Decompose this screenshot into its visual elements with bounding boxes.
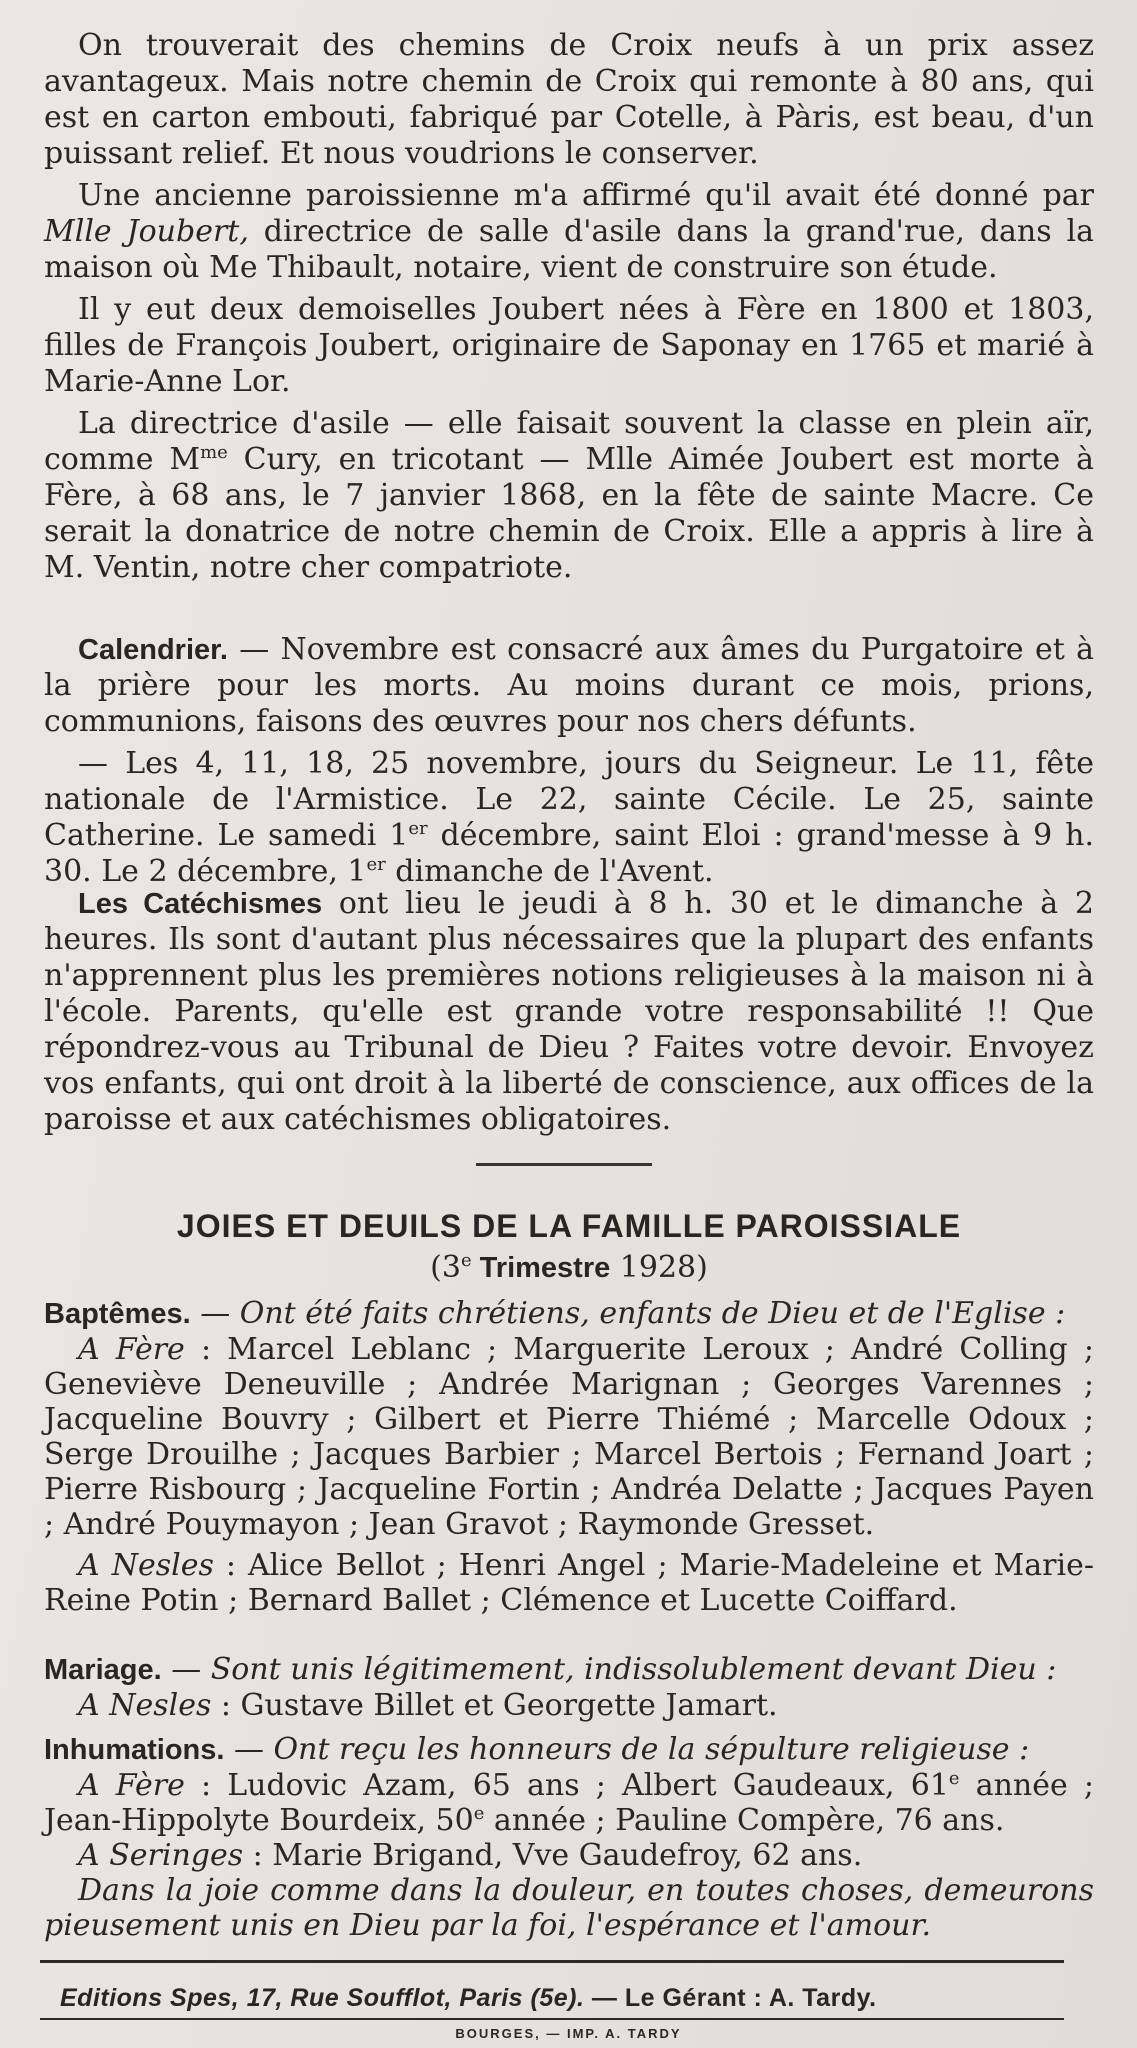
footer-rule-top xyxy=(40,1960,1064,1963)
mariage-nesles xyxy=(44,1688,1094,1723)
calendrier-paragraph-1 xyxy=(44,632,1094,740)
baptemes-nesles-label: A Nesles xyxy=(78,1548,214,1583)
subtitle-trimestre: Trimestre xyxy=(471,1252,611,1284)
catechismes-text: ont lieu le jeudi à 8 h. 30 et le dimanche à 2 heures. Ils sont d'autant plus nécessaires que la plupart des enfants n'apprennent plus les premières notions religieuses à la maison ni à l'école. Parents, qu'elle est grande votre responsabilité !! Que répondrez-vous au Tribunal de Dieu ? Faites votre devoir. Envoyez vos enfants, qui ont droit à la liberté de conscience, aux offices de la paroisse et aux catéchismes obligatoires. xyxy=(44,886,1094,1137)
intro-paragraph-4 xyxy=(44,406,1094,586)
calendrier-text-2c: dimanche de l'Avent. xyxy=(385,854,714,889)
calendrier-paragraph-2 xyxy=(44,746,1094,890)
calendrier-sup-1: er xyxy=(408,818,428,839)
inhumations-fere-a: : Ludovic Azam, 65 ans ; Albert Gaudeaux, 61 xyxy=(184,1768,949,1803)
inhumations-fere-label: A Fère xyxy=(78,1768,185,1803)
inhumations-seringes-list: : Marie Brigand, Vve Gaudefroy, 62 ans. xyxy=(243,1838,863,1873)
footer-editions: Editions Spes, 17, Rue Soufflot, Paris (5e). xyxy=(60,1984,585,2012)
catechismes-section xyxy=(44,886,1094,1144)
footer-line xyxy=(60,1984,1064,2013)
intro-paragraph-3: Il y eut deux demoiselles Joubert nées à Fère en 1800 et 1803, filles de François Joubert, originaire de Saponay en 1765 et marié à Marie-Anne Lor. xyxy=(44,292,1094,399)
mariage-intro-text: — Sont unis légitimement, indissolublement devant Dieu : xyxy=(161,1652,1057,1687)
intro-p4-text-a: La directrice d'asile — elle faisait souvent la classe en plein aïr, comme M xyxy=(44,406,1094,477)
closing-sentence: Dans la joie comme dans la douleur, en toutes choses, demeurons pieusement unis en Dieu par la foi, l'espérance et l'amour. xyxy=(44,1873,1094,1943)
calendrier-sup-2: er xyxy=(366,854,386,875)
inhumations-sup-1: e xyxy=(948,1768,960,1789)
baptemes-fere xyxy=(44,1332,1094,1542)
calendrier-section xyxy=(44,632,1094,896)
calendrier-text-1: — Novembre est consacré aux âmes du Purgatoire et à la prière pour les morts. Au moins durant ce mois, prions, communions, faisons des œuvres pour nos chers défunts. xyxy=(44,632,1094,739)
inhumations-sup-2: e xyxy=(473,1803,485,1824)
baptemes-fere-label: A Fère xyxy=(78,1332,185,1367)
intro-section xyxy=(44,28,1094,592)
inhumations-intro-text: — Ont reçu les honneurs de la sépulture religieuse : xyxy=(224,1732,1030,1767)
baptemes-intro xyxy=(44,1296,1094,1332)
baptemes-fere-list: : Marcel Leblanc ; Marguerite Leroux ; André Colling ; Geneviève Deneuville ; Andrée Marignan ; Georges Varennes ; Jacqueline Bouvry ; Gilbert et Pierre Thiémé ; Marcelle Odoux ; Serge Drouilhe ; Jacques Barbier ; Marcel Bertois ; Fernand Joart ; Pierre Risbourg ; Jacqueline Fortin ; Andréa Delatte ; Jacques Payen ; André Pouymayon ; Jean Gravot ; Raymonde Gresset. xyxy=(44,1332,1094,1542)
inhumations-fere xyxy=(44,1768,1094,1838)
mariage-nesles-list: : Gustave Billet et Georgette Jamart. xyxy=(211,1688,778,1723)
section-subtitle xyxy=(44,1250,1094,1285)
intro-p4-sup: me xyxy=(200,442,228,463)
inhumations-fere-b: année ; Jean-Hippolyte Bourdeix, 50 xyxy=(44,1768,1094,1838)
inhumations-heading: Inhumations. xyxy=(44,1734,225,1766)
intro-p2-text-b: directrice de salle d'asile dans la grand'rue, dans la maison où Me Thibault, notaire, vient de construire son étude. xyxy=(44,214,1095,285)
baptemes-heading: Baptêmes. xyxy=(44,1298,191,1330)
section-title: JOIES ET DEUILS DE LA FAMILLE PAROISSIALE xyxy=(176,1208,962,1244)
mariage-intro xyxy=(44,1652,1094,1688)
inhumations-intro xyxy=(44,1732,1094,1768)
baptemes-intro-text: — Ont été faits chrétiens, enfants de Dieu et de l'Eglise : xyxy=(190,1296,1066,1331)
inhumations-section xyxy=(44,1732,1094,1943)
baptemes-section xyxy=(44,1296,1094,1618)
subtitle-open: (3 xyxy=(430,1250,461,1285)
calendrier-text-2a: — Les 4, 11, 18, 25 novembre, jours du Seigneur. Le 11, fête nationale de l'Armistice. Le 22, sainte Cécile. Le 25, sainte Catherine. Le samedi 1 xyxy=(44,746,1094,853)
printer-imprint: BOURGES, — IMP. A. TARDY xyxy=(455,2026,682,2041)
catechismes-heading: Les Catéchismes xyxy=(78,888,323,920)
baptemes-nesles-list: : Alice Bellot ; Henri Angel ; Marie-Madeleine et Marie-Reine Potin ; Bernard Ballet ; Clémence et Lucette Coiffard. xyxy=(44,1548,1094,1618)
mariage-heading: Mariage. xyxy=(44,1654,162,1686)
catechismes-paragraph xyxy=(44,886,1094,1138)
intro-p2-name: Mlle Joubert, xyxy=(44,214,249,249)
intro-paragraph-2 xyxy=(44,178,1094,286)
intro-p4-text-b: Cury, en tricotant — Mlle Aimée Joubert est morte à Fère, à 68 ans, le 7 janvier 1868, en la fête de sainte Macre. Ce serait la donatrice de notre chemin de Croix. Elle a appris à lire à M. Ventin, notre cher compatriote. xyxy=(44,442,1094,585)
mariage-nesles-label: A Nesles xyxy=(78,1688,212,1723)
intro-paragraph-1: On trouverait des chemins de Croix neufs à un prix assez avantageux. Mais notre chemin de Croix qui remonte à 80 ans, qui est en carton embouti, fabriqué par Cotelle, à Pàris, est beau, d'un puissant relief. Et nous voudrions le conserver. xyxy=(44,28,1094,171)
inhumations-seringes-label: A Seringes xyxy=(78,1838,244,1873)
inhumations-fere-c: année ; Pauline Compère, 76 ans. xyxy=(484,1803,1005,1838)
inhumations-seringes xyxy=(44,1838,1094,1873)
section-divider xyxy=(476,1163,652,1166)
baptemes-nesles xyxy=(44,1548,1094,1618)
subtitle-sup: e xyxy=(460,1250,472,1271)
footer-rule-bottom xyxy=(40,2018,1064,2020)
intro-p2-text-a: Une ancienne paroissienne m'a affirmé qu'il avait été donné par xyxy=(78,178,1094,213)
calendrier-text-2b: décembre, saint Eloi : grand'messe à 9 h. 30. Le 2 décembre, 1 xyxy=(44,818,1094,889)
subtitle-year: 1928) xyxy=(610,1250,708,1285)
footer-gerant: — Le Gérant : A. Tardy. xyxy=(591,1984,877,2012)
mariage-section xyxy=(44,1652,1094,1723)
calendrier-heading: Calendrier. xyxy=(78,634,228,666)
